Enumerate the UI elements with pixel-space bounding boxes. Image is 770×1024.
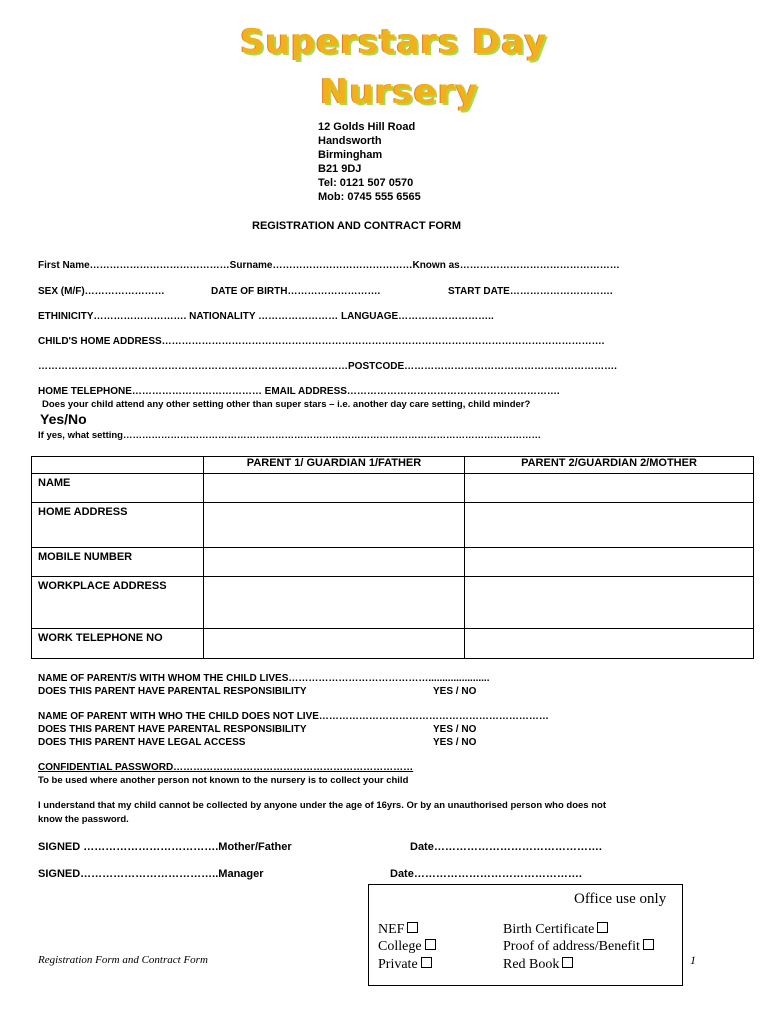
- table-header-parent2: PARENT 2/GUARDIAN 2/MOTHER: [465, 457, 754, 474]
- table-header-empty: [32, 457, 204, 474]
- table-header-parent1: PARENT 1/ GUARDIAN 1/FATHER: [204, 457, 465, 474]
- yes-no-option[interactable]: YES / NO: [433, 737, 477, 748]
- checkbox-icon[interactable]: [597, 922, 608, 933]
- understand-text-1: I understand that my child cannot be collected by anyone under the age of 16yrs. Or by an unauthorised person who does not: [38, 800, 606, 811]
- date-field-2[interactable]: Date……………………………………….: [390, 868, 582, 880]
- password-field[interactable]: CONFIDENTIAL PASSWORD………………………………………………………………: [38, 762, 414, 773]
- birth-certificate-label: Birth Certificate: [503, 922, 595, 937]
- home-address-field[interactable]: CHILD'S HOME ADDRESS…………………………………………………………………………………………………………………….: [38, 336, 605, 347]
- proof-of-address-label: Proof of address/Benefit: [503, 939, 640, 954]
- telephone-email-field[interactable]: HOME TELEPHONE………………………………… EMAIL ADDRESS……………………………………………………….: [38, 386, 560, 397]
- legal-access-q: DOES THIS PARENT HAVE LEGAL ACCESS: [38, 737, 246, 748]
- checkbox-icon[interactable]: [562, 957, 573, 968]
- private-label: Private: [378, 957, 418, 972]
- date-field-1[interactable]: Date……………………………………….: [410, 841, 602, 853]
- private-checkbox[interactable]: [378, 957, 432, 973]
- parent1-worktel-cell[interactable]: [204, 629, 465, 659]
- table-row: [32, 577, 754, 629]
- row-label: MOBILE NUMBER: [32, 548, 204, 577]
- signed-parent-field[interactable]: SIGNED ……………………………….Mother/Father: [38, 841, 292, 853]
- parent1-address-cell[interactable]: [204, 503, 465, 548]
- name-fields[interactable]: First Name……………………………………Surname……………………………………Known as…………………………………………: [38, 260, 620, 271]
- red-book-label: Red Book: [503, 957, 560, 972]
- postcode-field[interactable]: …………………………………………………………………………………POSTCODE……………………………………………………….: [38, 361, 617, 372]
- proof-of-address-checkbox[interactable]: [503, 939, 654, 955]
- understand-text-2: know the password.: [38, 814, 129, 825]
- address-line: Birmingham: [318, 149, 383, 161]
- parent-lives-with-field[interactable]: NAME OF PARENT/S WITH WHOM THE CHILD LIVES……………………………………......................: [38, 673, 490, 684]
- parental-responsibility-q1: DOES THIS PARENT HAVE PARENTAL RESPONSIBILITY: [38, 686, 307, 697]
- college-checkbox[interactable]: [378, 939, 436, 955]
- other-setting-question: Does your child attend any other setting other than super stars – i.e. another day care setting, child minder?: [42, 399, 531, 410]
- parent2-address-cell[interactable]: [465, 503, 754, 548]
- table-row: [32, 474, 754, 503]
- birth-certificate-checkbox[interactable]: [503, 922, 608, 938]
- parent1-mobile-cell[interactable]: [204, 548, 465, 577]
- form-title: REGISTRATION AND CONTRACT FORM: [252, 220, 461, 232]
- office-use-title: Office use only: [574, 891, 667, 907]
- checkbox-icon[interactable]: [425, 939, 436, 950]
- nef-label: NEF: [378, 922, 405, 937]
- address-line: Mob: 0745 555 6565: [318, 191, 421, 203]
- checkbox-icon[interactable]: [421, 957, 432, 968]
- address-line: 12 Golds Hill Road: [318, 121, 416, 133]
- college-label: College: [378, 939, 422, 954]
- logo-line2: Nursery: [320, 72, 479, 112]
- page-number: 1: [690, 953, 696, 967]
- yes-no-option[interactable]: YES / NO: [433, 724, 477, 735]
- parent1-workplace-cell[interactable]: [204, 577, 465, 629]
- parent1-name-cell[interactable]: [204, 474, 465, 503]
- red-book-checkbox[interactable]: [503, 957, 573, 973]
- dob-field[interactable]: DATE OF BIRTH……………………….: [211, 286, 381, 297]
- table-row: [32, 548, 754, 577]
- parent2-name-cell[interactable]: [465, 474, 754, 503]
- parent2-workplace-cell[interactable]: [465, 577, 754, 629]
- checkbox-icon[interactable]: [643, 939, 654, 950]
- signed-manager-field[interactable]: SIGNED………………………………..Manager: [38, 868, 264, 880]
- table-row: [32, 503, 754, 548]
- parent-details-table: [31, 456, 754, 659]
- nef-checkbox[interactable]: [378, 922, 418, 938]
- sex-field[interactable]: SEX (M/F)……………………: [38, 286, 165, 297]
- checkbox-icon[interactable]: [407, 922, 418, 933]
- parent-not-lives-field[interactable]: NAME OF PARENT WITH WHO THE CHILD DOES NOT LIVE……………………………………………………………: [38, 711, 549, 722]
- parental-responsibility-q2: DOES THIS PARENT HAVE PARENTAL RESPONSIBILITY: [38, 724, 307, 735]
- row-label: WORKPLACE ADDRESS: [32, 577, 204, 629]
- nursery-address: [318, 120, 421, 204]
- password-note: To be used where another person not known to the nursery is to collect your child: [38, 775, 409, 786]
- parent2-worktel-cell[interactable]: [465, 629, 754, 659]
- footer-title: Registration Form and Contract Form: [38, 954, 208, 966]
- row-label: HOME ADDRESS: [32, 503, 204, 548]
- yes-no-option[interactable]: YES / NO: [433, 686, 477, 697]
- row-label: NAME: [32, 474, 204, 503]
- address-line: Tel: 0121 507 0570: [318, 177, 414, 189]
- parent2-mobile-cell[interactable]: [465, 548, 754, 577]
- table-row: [32, 629, 754, 659]
- yes-no-option[interactable]: Yes/No: [40, 411, 87, 427]
- logo-line1: Superstars Day: [240, 22, 548, 62]
- other-setting-field[interactable]: If yes, what setting……………………………………………………………………………………………………………………: [38, 430, 541, 441]
- address-line: Handsworth: [318, 135, 382, 147]
- start-date-field[interactable]: START DATE………………………….: [448, 286, 613, 297]
- address-line: B21 9DJ: [318, 163, 362, 175]
- row-label: WORK TELEPHONE NO: [32, 629, 204, 659]
- ethnicity-nationality-language[interactable]: ETHINICITY………………………. NATIONALITY …………………… LANGUAGE………………………..: [38, 311, 494, 322]
- office-use-box: [368, 884, 683, 986]
